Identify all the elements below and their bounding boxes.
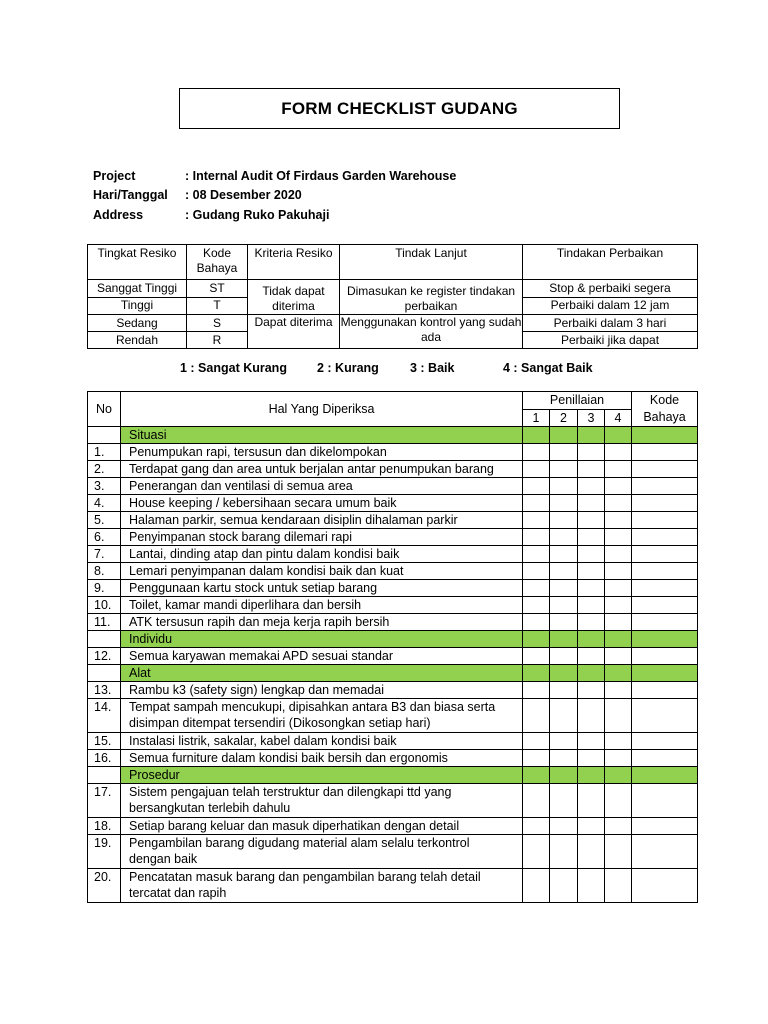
score-cell-4[interactable] (605, 597, 632, 614)
item-text: Pengambilan barang digudang material alam selalu terkontrol (129, 836, 470, 850)
score-cell-4[interactable] (605, 512, 632, 529)
score-cell-3[interactable] (578, 444, 605, 461)
item-text-cell (121, 614, 523, 631)
score-cell-1[interactable] (523, 699, 550, 733)
score-cell-3[interactable] (578, 597, 605, 614)
risk-criteria: Dapat diterima (248, 315, 340, 349)
kode-bahaya-cell[interactable] (632, 682, 698, 699)
section-score-cell (550, 427, 578, 444)
score-cell-4[interactable] (605, 529, 632, 546)
kode-bahaya-cell[interactable] (632, 580, 698, 597)
score-cell-2[interactable] (550, 835, 578, 869)
score-cell-2[interactable] (550, 580, 578, 597)
item-number: 15. (88, 733, 121, 750)
item-number: 17. (88, 784, 121, 818)
kode-bahaya-cell[interactable] (632, 733, 698, 750)
score-cell-3[interactable] (578, 869, 605, 903)
checklist-row (88, 461, 698, 478)
section-score-cell (605, 631, 632, 648)
score-cell-2[interactable] (550, 461, 578, 478)
item-text-cell (121, 529, 523, 546)
score-cell-2[interactable] (550, 478, 578, 495)
item-text: Sistem pengajuan telah terstruktur dan dilengkapi ttd yang (129, 785, 452, 799)
info-value: : Internal Audit Of Firdaus Garden Warehouse (185, 168, 457, 183)
risk-row (88, 315, 698, 332)
risk-level: Rendah (88, 332, 187, 349)
item-text: Penggunaan kartu stock untuk setiap barang (129, 581, 378, 595)
item-text: ATK tersusun rapih dan meja kerja rapih bersih (129, 615, 390, 629)
risk-level: Tinggi (88, 297, 187, 315)
info-key: Address (93, 207, 144, 222)
score-cell-3[interactable] (578, 614, 605, 631)
item-text: Halaman parkir, semua kendaraan disiplin dihalaman parkir (129, 513, 458, 527)
section-score-cell (523, 767, 550, 784)
section-score-cell (632, 665, 698, 682)
score-cell-3[interactable] (578, 461, 605, 478)
header-kode-bahaya: Kode Bahaya (632, 392, 698, 427)
section-row (88, 631, 698, 648)
checklist-row (88, 784, 698, 818)
item-text-cell (121, 512, 523, 529)
risk-header-tindak: Tindak Lanjut (340, 245, 523, 280)
section-row (88, 665, 698, 682)
section-row (88, 427, 698, 444)
section-score-cell (578, 631, 605, 648)
item-text-cell (121, 495, 523, 512)
score-cell-4[interactable] (605, 478, 632, 495)
checklist-row (88, 699, 698, 733)
scale-label: 2 : Kurang (317, 361, 379, 375)
risk-header-perbaikan: Tindakan Perbaikan (523, 245, 698, 280)
score-cell-1[interactable] (523, 682, 550, 699)
item-text-cell (121, 750, 523, 767)
kode-bahaya-cell[interactable] (632, 444, 698, 461)
kode-bahaya-cell[interactable] (632, 699, 698, 733)
header-score-3: 3 (578, 409, 605, 427)
score-cell-1[interactable] (523, 478, 550, 495)
info-key: Hari/Tanggal (93, 188, 168, 203)
section-score-cell (550, 665, 578, 682)
score-cell-1[interactable] (523, 597, 550, 614)
score-cell-4[interactable] (605, 495, 632, 512)
item-text: Rambu k3 (safety sign) lengkap dan memadai (129, 683, 384, 697)
score-cell-4[interactable] (605, 835, 632, 869)
item-text-cell (121, 461, 523, 478)
item-text-line2: bersangkutan terlebih dahulu (129, 800, 291, 815)
score-cell-3[interactable] (578, 818, 605, 835)
score-cell-2[interactable] (550, 869, 578, 903)
item-text-line2: disimpan ditempat tersendiri (Dikosongkan setiap hari) (129, 715, 431, 730)
risk-code: T (187, 297, 248, 315)
score-cell-2[interactable] (550, 614, 578, 631)
kode-bahaya-cell[interactable] (632, 495, 698, 512)
item-text: Tempat sampah mencukupi, dipisahkan antara B3 dan biasa serta (129, 700, 496, 714)
section-title: Alat (121, 665, 523, 682)
risk-action: Stop & perbaiki segera (523, 280, 698, 298)
kode-bahaya-cell[interactable] (632, 614, 698, 631)
item-text-cell (121, 818, 523, 835)
score-cell-2[interactable] (550, 444, 578, 461)
score-cell-2[interactable] (550, 733, 578, 750)
item-text: Penerangan dan ventilasi di semua area (129, 479, 353, 493)
risk-followup: Menggunakan kontrol yang sudah ada (340, 315, 523, 349)
kode-bahaya-cell[interactable] (632, 512, 698, 529)
item-text: Penyimpanan stock barang dilemari rapi (129, 530, 353, 544)
score-cell-4[interactable] (605, 818, 632, 835)
score-cell-2[interactable] (550, 495, 578, 512)
item-number: 13. (88, 682, 121, 699)
score-cell-1[interactable] (523, 495, 550, 512)
score-cell-2[interactable] (550, 546, 578, 563)
checklist-table (87, 391, 698, 903)
checklist-row (88, 580, 698, 597)
section-score-cell (550, 631, 578, 648)
section-score-cell (632, 631, 698, 648)
item-text-cell (121, 648, 523, 665)
score-cell-3[interactable] (578, 512, 605, 529)
item-text-cell (121, 784, 523, 818)
item-text: House keeping / kebersihaan secara umum baik (129, 496, 397, 510)
kode-bahaya-cell[interactable] (632, 529, 698, 546)
score-cell-2[interactable] (550, 750, 578, 767)
score-cell-4[interactable] (605, 784, 632, 818)
score-cell-1[interactable] (523, 529, 550, 546)
score-cell-3[interactable] (578, 563, 605, 580)
checklist-row (88, 648, 698, 665)
section-score-cell (632, 427, 698, 444)
item-number: 16. (88, 750, 121, 767)
score-cell-4[interactable] (605, 580, 632, 597)
risk-action: Perbaiki dalam 12 jam (523, 297, 698, 315)
kode-bahaya-cell[interactable] (632, 563, 698, 580)
item-text: Pencatatan masuk barang dan pengambilan barang telah detail (129, 870, 481, 884)
item-number: 12. (88, 648, 121, 665)
item-text-cell (121, 699, 523, 733)
score-cell-3[interactable] (578, 648, 605, 665)
section-no-cell (88, 427, 121, 444)
risk-level: Sanggat Tinggi (88, 280, 187, 298)
checklist-row (88, 495, 698, 512)
score-cell-3[interactable] (578, 546, 605, 563)
item-text: Penumpukan rapi, tersusun dan dikelompokan (129, 445, 387, 459)
score-cell-2[interactable] (550, 682, 578, 699)
info-row-project (93, 166, 456, 186)
score-cell-3[interactable] (578, 733, 605, 750)
kode-bahaya-cell[interactable] (632, 784, 698, 818)
kode-bahaya-cell[interactable] (632, 835, 698, 869)
header-score-1: 1 (523, 409, 550, 427)
section-score-cell (523, 427, 550, 444)
checklist-row (88, 614, 698, 631)
section-title: Individu (121, 631, 523, 648)
section-score-cell (605, 427, 632, 444)
checklist-row (88, 563, 698, 580)
item-text-cell (121, 597, 523, 614)
item-text: Semua karyawan memakai APD sesuai standar (129, 649, 394, 663)
section-score-cell (632, 767, 698, 784)
score-cell-1[interactable] (523, 444, 550, 461)
score-cell-1[interactable] (523, 750, 550, 767)
item-number: 6. (88, 529, 121, 546)
section-score-cell (578, 767, 605, 784)
section-score-cell (605, 767, 632, 784)
item-text-cell (121, 869, 523, 903)
checklist-row (88, 444, 698, 461)
checklist-row (88, 750, 698, 767)
item-text-cell (121, 563, 523, 580)
section-score-cell (523, 665, 550, 682)
kode-bahaya-cell[interactable] (632, 478, 698, 495)
item-number: 11. (88, 614, 121, 631)
form-title: FORM CHECKLIST GUDANG (281, 98, 518, 118)
checklist-row (88, 512, 698, 529)
item-text-cell (121, 444, 523, 461)
kode-bahaya-cell[interactable] (632, 648, 698, 665)
score-cell-3[interactable] (578, 784, 605, 818)
kode-bahaya-cell[interactable] (632, 818, 698, 835)
checklist-row (88, 818, 698, 835)
item-text: Instalasi listrik, sakalar, kabel dalam kondisi baik (129, 734, 397, 748)
score-cell-2[interactable] (550, 597, 578, 614)
item-text: Terdapat gang dan area untuk berjalan antar penumpukan barang (129, 462, 494, 476)
checklist-row (88, 597, 698, 614)
item-number: 19. (88, 835, 121, 869)
score-cell-2[interactable] (550, 784, 578, 818)
item-number: 4. (88, 495, 121, 512)
checklist-row (88, 682, 698, 699)
score-cell-1[interactable] (523, 546, 550, 563)
risk-action: Perbaiki jika dapat (523, 332, 698, 349)
score-cell-3[interactable] (578, 699, 605, 733)
score-cell-3[interactable] (578, 580, 605, 597)
risk-header-tingkat: Tingkat Resiko (88, 245, 187, 280)
item-number: 18. (88, 818, 121, 835)
item-text-cell (121, 835, 523, 869)
section-title: Situasi (121, 427, 523, 444)
section-score-cell (523, 631, 550, 648)
header-item: Hal Yang Diperiksa (121, 392, 523, 427)
item-text-cell (121, 733, 523, 750)
score-cell-4[interactable] (605, 682, 632, 699)
risk-table (87, 244, 698, 349)
item-text-cell (121, 682, 523, 699)
info-row-address (93, 205, 456, 225)
score-cell-3[interactable] (578, 682, 605, 699)
risk-header-kode: Kode Bahaya (187, 245, 248, 280)
section-no-cell (88, 767, 121, 784)
item-text: Semua furniture dalam kondisi baik bersih dan ergonomis (129, 751, 448, 765)
score-cell-4[interactable] (605, 614, 632, 631)
kode-bahaya-cell[interactable] (632, 750, 698, 767)
score-cell-4[interactable] (605, 546, 632, 563)
item-text: Lemari penyimpanan dalam kondisi baik dan kuat (129, 564, 404, 578)
score-cell-2[interactable] (550, 529, 578, 546)
item-number: 5. (88, 512, 121, 529)
score-cell-3[interactable] (578, 478, 605, 495)
item-text: Lantai, dinding atap dan pintu dalam kondisi baik (129, 547, 400, 561)
checklist-row (88, 835, 698, 869)
item-text-cell (121, 580, 523, 597)
score-cell-1[interactable] (523, 580, 550, 597)
item-number: 3. (88, 478, 121, 495)
score-cell-1[interactable] (523, 784, 550, 818)
score-cell-3[interactable] (578, 495, 605, 512)
score-cell-4[interactable] (605, 444, 632, 461)
item-text-cell (121, 546, 523, 563)
risk-level: Sedang (88, 315, 187, 332)
score-cell-1[interactable] (523, 869, 550, 903)
score-cell-4[interactable] (605, 461, 632, 478)
item-number: 1. (88, 444, 121, 461)
scale-label: 3 : Baik (410, 361, 455, 375)
item-text: Setiap barang keluar dan masuk diperhatikan dengan detail (129, 819, 460, 833)
risk-row (88, 280, 698, 298)
score-cell-1[interactable] (523, 614, 550, 631)
score-cell-4[interactable] (605, 733, 632, 750)
item-number: 14. (88, 699, 121, 733)
score-cell-4[interactable] (605, 750, 632, 767)
score-cell-4[interactable] (605, 699, 632, 733)
header-score-4: 4 (605, 409, 632, 427)
info-value: : 08 Desember 2020 (185, 188, 302, 203)
kode-bahaya-cell[interactable] (632, 597, 698, 614)
section-score-cell (578, 427, 605, 444)
checklist-row (88, 478, 698, 495)
form-info (93, 166, 456, 225)
section-score-cell (605, 665, 632, 682)
item-number: 7. (88, 546, 121, 563)
item-number: 20. (88, 869, 121, 903)
risk-header-kriteria: Kriteria Resiko (248, 245, 340, 280)
section-no-cell (88, 665, 121, 682)
info-value: : Gudang Ruko Pakuhaji (185, 207, 330, 222)
checklist-row (88, 869, 698, 903)
section-row (88, 767, 698, 784)
score-cell-2[interactable] (550, 512, 578, 529)
score-cell-3[interactable] (578, 835, 605, 869)
kode-bahaya-cell[interactable] (632, 461, 698, 478)
checklist-row (88, 529, 698, 546)
header-penilaian: Penillaian (523, 392, 632, 410)
checklist-row (88, 546, 698, 563)
risk-action: Perbaiki dalam 3 hari (523, 315, 698, 332)
kode-bahaya-cell[interactable] (632, 546, 698, 563)
score-cell-2[interactable] (550, 818, 578, 835)
item-text-line2: dengan baik (129, 851, 198, 866)
item-number: 10. (88, 597, 121, 614)
score-cell-1[interactable] (523, 461, 550, 478)
score-cell-2[interactable] (550, 648, 578, 665)
risk-header-row (88, 245, 698, 280)
score-cell-3[interactable] (578, 529, 605, 546)
section-title: Prosedur (121, 767, 523, 784)
score-cell-1[interactable] (523, 835, 550, 869)
scale-label: 1 : Sangat Kurang (180, 361, 287, 375)
risk-code: S (187, 315, 248, 332)
risk-criteria: Tidak dapat diterima (248, 280, 340, 315)
kode-bahaya-cell[interactable] (632, 869, 698, 903)
form-title-box (179, 88, 620, 129)
score-cell-1[interactable] (523, 733, 550, 750)
header-no: No (88, 392, 121, 427)
score-cell-4[interactable] (605, 563, 632, 580)
scale-label: 4 : Sangat Baik (503, 361, 593, 375)
risk-code: ST (187, 280, 248, 298)
score-cell-1[interactable] (523, 512, 550, 529)
item-number: 8. (88, 563, 121, 580)
score-cell-2[interactable] (550, 699, 578, 733)
item-text-line2: tercatat dan rapih (129, 885, 227, 900)
item-text-cell (121, 478, 523, 495)
item-number: 9. (88, 580, 121, 597)
score-cell-2[interactable] (550, 563, 578, 580)
score-cell-1[interactable] (523, 818, 550, 835)
checklist-row (88, 733, 698, 750)
checklist-header-row (88, 392, 698, 410)
header-score-2: 2 (550, 409, 578, 427)
section-score-cell (578, 665, 605, 682)
score-cell-4[interactable] (605, 869, 632, 903)
item-text: Toilet, kamar mandi diperlihara dan bersih (129, 598, 362, 612)
info-row-date (93, 186, 456, 206)
item-number: 2. (88, 461, 121, 478)
info-key: Project (93, 168, 136, 183)
score-cell-1[interactable] (523, 648, 550, 665)
section-no-cell (88, 631, 121, 648)
score-cell-3[interactable] (578, 750, 605, 767)
score-cell-4[interactable] (605, 648, 632, 665)
score-cell-1[interactable] (523, 563, 550, 580)
section-score-cell (550, 767, 578, 784)
risk-followup: Dimasukan ke register tindakan perbaikan (340, 280, 523, 315)
risk-code: R (187, 332, 248, 349)
